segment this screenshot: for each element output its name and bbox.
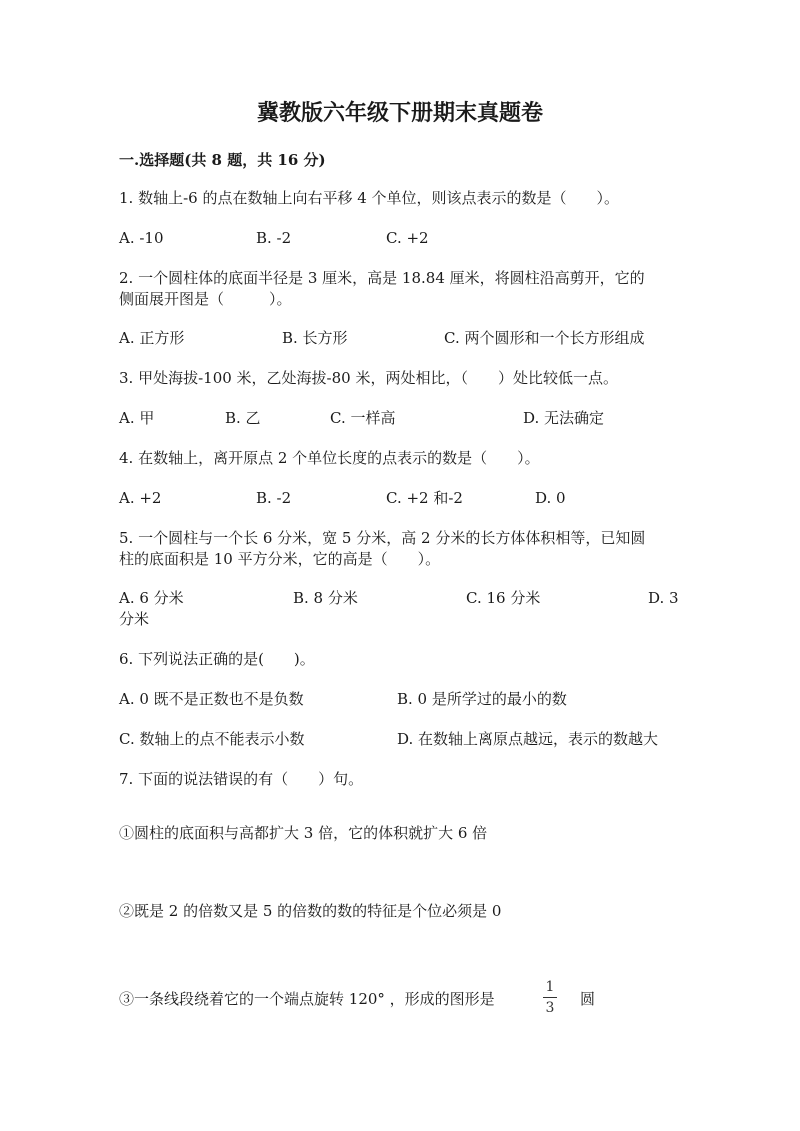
fraction-denominator: 3 xyxy=(545,1000,555,1016)
page-title: 冀教版六年级下册期末真题卷 xyxy=(256,100,543,126)
q7-statement-2: ②既是 2 的倍数又是 5 的倍数的数的特征是个位必须是 0 xyxy=(119,902,502,920)
q3-option-b: B. 乙 xyxy=(225,409,261,427)
question-2-stem-line1: 2. 一个圆柱体的底面半径是 3 厘米，高是 18.84 厘米，将圆柱沿高剪开，它的 xyxy=(119,269,645,287)
q7-statement-1: ①圆柱的底面积与高都扩大 3 倍，它的体积就扩大 6 倍 xyxy=(119,824,488,842)
q6-option-c: C. 数轴上的点不能表示小数 xyxy=(119,730,305,748)
fraction-numerator: 1 xyxy=(545,979,555,995)
q3-option-c: C. 一样高 xyxy=(330,409,396,427)
q4-option-d: D. 0 xyxy=(535,489,566,507)
q5-option-c: C. 16 分米 xyxy=(466,589,541,607)
question-4-stem: 4. 在数轴上，离开原点 2 个单位长度的点表示的数是（ ）。 xyxy=(119,449,540,467)
section-heading: 一.选择题(共 8 题，共 16 分) xyxy=(119,151,326,169)
question-2-stem-line2: 侧面展开图是（ ）。 xyxy=(119,290,292,308)
q6-option-a: A. 0 既不是正数也不是负数 xyxy=(119,690,304,708)
q1-option-c: C. +2 xyxy=(386,229,429,247)
q7-statement-3: ③一条线段绕着它的一个端点旋转 120° ，形成的图形是 xyxy=(119,990,495,1008)
q2-option-c: C. 两个圆形和一个长方形组成 xyxy=(444,329,645,347)
q4-option-a: A. +2 xyxy=(119,489,162,507)
question-5-stem-line1: 5. 一个圆柱与一个长 6 分米，宽 5 分米，高 2 分米的长方体体积相等，已知圆 xyxy=(119,529,646,547)
fraction-bar xyxy=(543,997,557,998)
q2-option-b: B. 长方形 xyxy=(282,329,348,347)
question-1-stem: 1. 数轴上-6 的点在数轴上向右平移 4 个单位，则该点表示的数是（ ）。 xyxy=(119,189,620,207)
fraction-one-third xyxy=(541,979,559,1016)
q2-option-a: A. 正方形 xyxy=(119,329,185,347)
q4-option-c: C. +2 和-2 xyxy=(386,489,463,507)
q5-option-b: B. 8 分米 xyxy=(293,589,358,607)
q5-option-a: A. 6 分米 xyxy=(119,589,184,607)
question-3-stem: 3. 甲处海拔-100 米，乙处海拔-80 米，两处相比，（ ）处比较低一点。 xyxy=(119,369,618,387)
q1-option-b: B. -2 xyxy=(256,229,292,247)
q1-option-a: A. -10 xyxy=(119,229,164,247)
question-5-stem-line2: 柱的底面积是 10 平方分米，它的高是（ ）。 xyxy=(119,550,441,568)
question-7-stem: 7. 下面的说法错误的有（ ）句。 xyxy=(119,770,364,788)
q6-option-b: B. 0 是所学过的最小的数 xyxy=(397,690,567,708)
q3-option-d: D. 无法确定 xyxy=(523,409,605,427)
q7-statement-3-tail: 圆 xyxy=(580,990,596,1008)
q4-option-b: B. -2 xyxy=(256,489,292,507)
question-6-stem: 6. 下列说法正确的是( )。 xyxy=(119,650,315,668)
q5-option-d: D. 3 xyxy=(648,589,679,607)
q3-option-a: A. 甲 xyxy=(119,409,155,427)
q6-option-d: D. 在数轴上离原点越远，表示的数越大 xyxy=(397,730,659,748)
q5-option-d-unit: 分米 xyxy=(119,610,150,628)
